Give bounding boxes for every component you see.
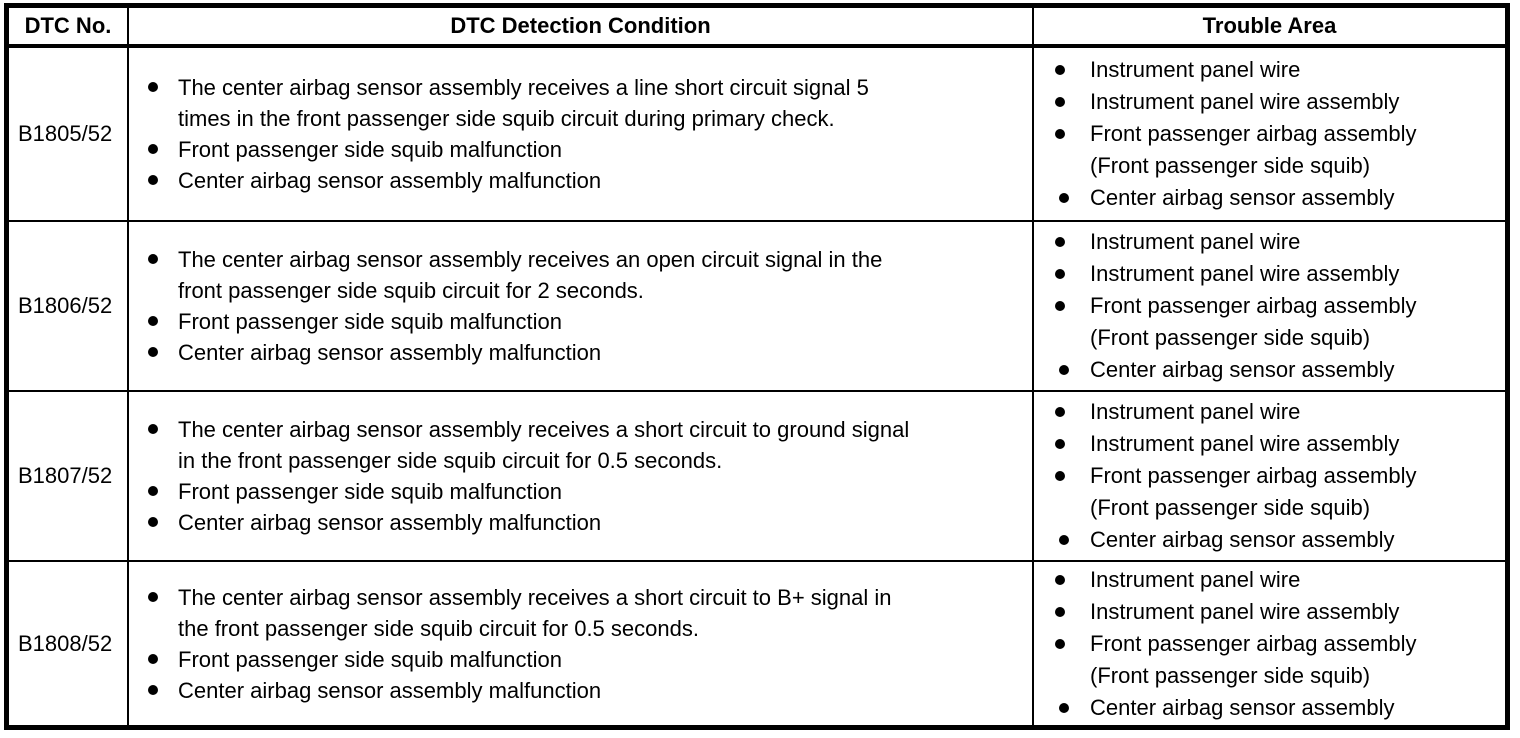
trouble-area-text: Instrument panel wire xyxy=(1090,229,1301,254)
condition-item xyxy=(148,644,1024,675)
trouble-area-item xyxy=(1055,564,1501,596)
trouble-area-item xyxy=(1055,290,1501,322)
header-detection-condition: DTC Detection Condition xyxy=(129,8,1034,44)
condition-item xyxy=(148,675,1024,706)
bullet-icon xyxy=(148,654,158,664)
dtc-cell xyxy=(9,48,129,220)
bullet-icon xyxy=(1055,97,1065,107)
trouble-area-item xyxy=(1055,460,1501,492)
trouble-area-item xyxy=(1055,354,1501,386)
header-dtc-no: DTC No. xyxy=(9,8,129,44)
bullet-icon xyxy=(1055,237,1065,247)
condition-line: The center airbag sensor assembly receives a short circuit to B+ signal in xyxy=(178,584,892,610)
trouble-area-item xyxy=(1055,596,1501,628)
bullet-icon xyxy=(148,424,158,434)
dtc-cell xyxy=(9,392,129,560)
trouble-area-text: Instrument panel wire xyxy=(1090,57,1301,82)
trouble-area-continuation xyxy=(1055,492,1501,524)
trouble-area-continuation xyxy=(1055,322,1501,354)
bullet-icon xyxy=(148,175,158,185)
bullet-icon xyxy=(148,517,158,527)
bullet-icon xyxy=(148,82,158,92)
trouble-area-text: Instrument panel wire assembly xyxy=(1090,598,1400,624)
trouble-area-text: (Front passenger side squib) xyxy=(1090,495,1371,520)
condition-line: times in the front passenger side squib circuit during primary check. xyxy=(178,106,835,131)
bullet-icon xyxy=(1055,639,1065,649)
trouble-area-text: (Front passenger side squib) xyxy=(1090,153,1371,178)
table-row xyxy=(9,48,1505,222)
trouble-area-text: Front passenger airbag assembly xyxy=(1090,121,1417,146)
trouble-area-text: Front passenger airbag assembly xyxy=(1090,293,1417,318)
condition-cell xyxy=(129,392,1034,560)
dtc-cell xyxy=(9,222,129,390)
condition-line: The center airbag sensor assembly receives a short circuit to ground signal xyxy=(178,417,910,442)
bullet-icon xyxy=(1055,471,1065,481)
condition-line: The center airbag sensor assembly receives a line short circuit signal 5 xyxy=(178,75,869,100)
bullet-icon xyxy=(1055,439,1065,449)
bullet-icon xyxy=(148,347,158,357)
bullet-icon xyxy=(1055,407,1065,417)
bullet-icon xyxy=(148,685,158,695)
condition-item xyxy=(148,337,1024,368)
trouble-area-text: Instrument panel wire assembly xyxy=(1090,89,1400,114)
bullet-icon xyxy=(1059,365,1069,375)
trouble-area-text: (Front passenger side squib) xyxy=(1090,662,1371,688)
condition-item xyxy=(148,507,1024,538)
condition-line: front passenger side squib circuit for 2 seconds. xyxy=(178,278,644,303)
dtc-number: B1807/52 xyxy=(18,463,113,488)
table-row xyxy=(9,222,1505,392)
trouble-area-item xyxy=(1055,226,1501,258)
trouble-area-text: (Front passenger side squib) xyxy=(1090,325,1371,350)
condition-item xyxy=(148,476,1024,507)
trouble-area-text: Front passenger airbag assembly xyxy=(1090,630,1417,656)
trouble-area-text: Instrument panel wire xyxy=(1090,399,1301,424)
bullet-icon xyxy=(1055,575,1065,585)
bullet-icon xyxy=(1055,269,1065,279)
condition-line: Center airbag sensor assembly malfunction xyxy=(178,677,602,703)
header-trouble-area: Trouble Area xyxy=(1202,13,1337,38)
condition-line: the front passenger side squib circuit for 0.5 seconds. xyxy=(178,615,699,641)
trouble-area-text: Center airbag sensor assembly xyxy=(1090,357,1395,382)
condition-item xyxy=(148,134,1024,165)
trouble-area-item xyxy=(1055,182,1501,214)
bullet-icon xyxy=(1055,65,1065,75)
trouble-area-cell xyxy=(1034,562,1505,725)
trouble-area-item xyxy=(1055,428,1501,460)
bullet-icon xyxy=(1055,301,1065,311)
trouble-area-cell xyxy=(1034,48,1505,220)
trouble-area-text: Instrument panel wire xyxy=(1090,566,1301,592)
condition-line: Front passenger side squib malfunction xyxy=(178,309,562,334)
bullet-icon xyxy=(1059,193,1069,203)
condition-item xyxy=(148,165,1024,196)
trouble-area-continuation xyxy=(1055,660,1501,692)
bullet-icon xyxy=(148,486,158,496)
condition-line: in the front passenger side squib circuit for 0.5 seconds. xyxy=(178,448,723,473)
trouble-area-text: Center airbag sensor assembly xyxy=(1090,527,1395,552)
condition-cell xyxy=(129,222,1034,390)
trouble-area-text: Front passenger airbag assembly xyxy=(1090,463,1417,488)
bullet-icon xyxy=(148,254,158,264)
condition-line: Front passenger side squib malfunction xyxy=(178,479,562,504)
table-row xyxy=(9,392,1505,562)
bullet-icon xyxy=(1055,129,1065,139)
trouble-area-item xyxy=(1055,54,1501,86)
condition-line: Center airbag sensor assembly malfunction xyxy=(178,168,602,193)
dtc-number: B1805/52 xyxy=(18,121,113,146)
dtc-table xyxy=(4,3,1510,730)
dtc-number: B1808/52 xyxy=(18,630,113,656)
condition-line: Center airbag sensor assembly malfunction xyxy=(178,340,602,365)
trouble-area-item xyxy=(1055,258,1501,290)
condition-line: Front passenger side squib malfunction xyxy=(178,137,562,162)
trouble-area-text: Instrument panel wire assembly xyxy=(1090,431,1400,456)
condition-cell xyxy=(129,48,1034,220)
table-row xyxy=(9,562,1505,725)
bullet-icon xyxy=(148,592,158,602)
trouble-area-item xyxy=(1055,118,1501,150)
condition-item xyxy=(148,414,1024,476)
condition-item xyxy=(148,72,1024,134)
condition-line: Center airbag sensor assembly malfunction xyxy=(178,510,602,535)
trouble-area-text: Center airbag sensor assembly xyxy=(1090,185,1395,210)
dtc-cell xyxy=(9,562,129,725)
trouble-area-cell xyxy=(1034,222,1505,390)
condition-line: Front passenger side squib malfunction xyxy=(178,646,562,672)
trouble-area-text: Instrument panel wire assembly xyxy=(1090,261,1400,286)
dtc-number: B1806/52 xyxy=(18,293,113,318)
trouble-area-item xyxy=(1055,628,1501,660)
bullet-icon xyxy=(1055,607,1065,617)
trouble-area-item xyxy=(1055,86,1501,118)
condition-line: The center airbag sensor assembly receives an open circuit signal in the xyxy=(178,247,883,272)
condition-item xyxy=(148,244,1024,306)
condition-item xyxy=(148,306,1024,337)
trouble-area-item xyxy=(1055,692,1501,724)
condition-cell xyxy=(129,562,1034,725)
bullet-icon xyxy=(1059,535,1069,545)
trouble-area-text: Center airbag sensor assembly xyxy=(1090,694,1395,720)
trouble-area-item xyxy=(1055,396,1501,428)
bullet-icon xyxy=(1059,703,1069,713)
condition-item xyxy=(148,582,1024,644)
bullet-icon xyxy=(148,144,158,154)
table-header-row xyxy=(9,8,1505,48)
bullet-icon xyxy=(148,316,158,326)
trouble-area-continuation xyxy=(1055,150,1501,182)
trouble-area-item xyxy=(1055,524,1501,556)
trouble-area-cell xyxy=(1034,392,1505,560)
